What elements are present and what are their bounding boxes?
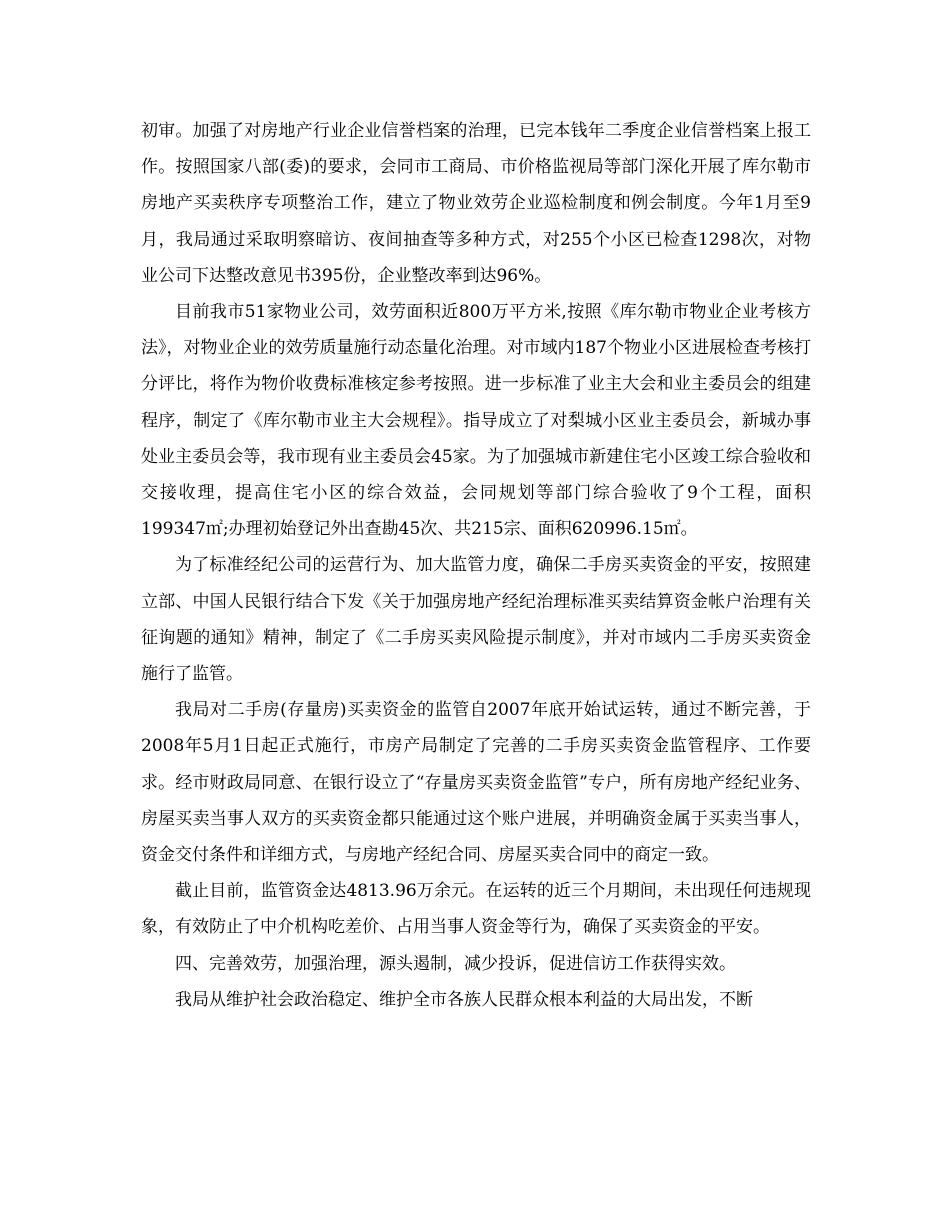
paragraph-6: 我局从维护社会政治稳定、维护全市各族人民群众根本利益的大局出发，不断 (175, 989, 753, 1010)
paragraph-5: 截止目前，监管资金达4813.96万余元。在运转的近三个月期间，未出现任何违规现象，有效防止了中介机构吃差价、占用当事人资金等行为，确保了买卖资金的平安。 (141, 881, 811, 938)
paragraph-2: 目前我市51家物业公司，效劳面积近800万平方米,按照《库尔勒市物业企业考核方法》，对物业企业的效劳质量施行动态量化治理。对市域内187个物业小区进展检查考核打分评比，将作为物价收费标准核定参考按照。进一步标准了业主大会和业主委员会的组建程序，制定了《库尔勒市业主大会规程》。指导成立了对梨城小区业主委员会，新城办事处业主委员会等，我市现有业主委员会45家。为了加强城市新建住宅小区竣工综合验收和交接收理，提高住宅小区的综合效益，会同规划等部门综合验收了9个工程，面积199347㎡;办理初始登记外出查勘45次、共215宗、面积620996.15㎡。 (141, 302, 811, 540)
document-body (141, 113, 811, 1018)
paragraph-3: 为了标准经纪公司的运营行为、加大监管力度，确保二手房买卖资金的平安，按照建立部、中国人民银行结合下发《关于加强房地产经纪治理标准买卖结算资金帐户治理有关征询题的通知》精神，制定了《二手房买卖风险提示制度》，并对市域内二手房买卖资金施行了监管。 (141, 555, 811, 685)
section-heading-4: 四、完善效劳，加强治理，源头遏制，减少投诉，促进信访工作获得实效。 (175, 953, 736, 974)
paragraph-1: 初审。加强了对房地产行业企业信誉档案的治理，已完本钱年二季度企业信誉档案上报工作。按照国家八部(委)的要求，会同市工商局、市价格监视局等部门深化开展了库尔勒市房地产买卖秩序专项整治工作，建立了物业效劳企业巡检制度和例会制度。今年1月至9月，我局通过采取明察暗访、夜间抽查等多种方式，对255个小区已检查1298次，对物业公司下达整改意见书395份，企业整改率到达96%。 (141, 121, 811, 286)
paragraph-4: 我局对二手房(存量房)买卖资金的监管自2007年底开始试运转，通过不断完善，于2008年5月1日起正式施行，市房产局制定了完善的二手房买卖资金监管程序、工作要求。经市财政局同意、在银行设立了“存量房买卖资金监管”专户，所有房地产经纪业务、房屋买卖当事人双方的买卖资金都只能通过这个账户进展，并明确资金属于买卖当事人，资金交付条件和详细方式，与房地产经纪合同、房屋买卖合同中的商定一致。 (141, 700, 811, 866)
